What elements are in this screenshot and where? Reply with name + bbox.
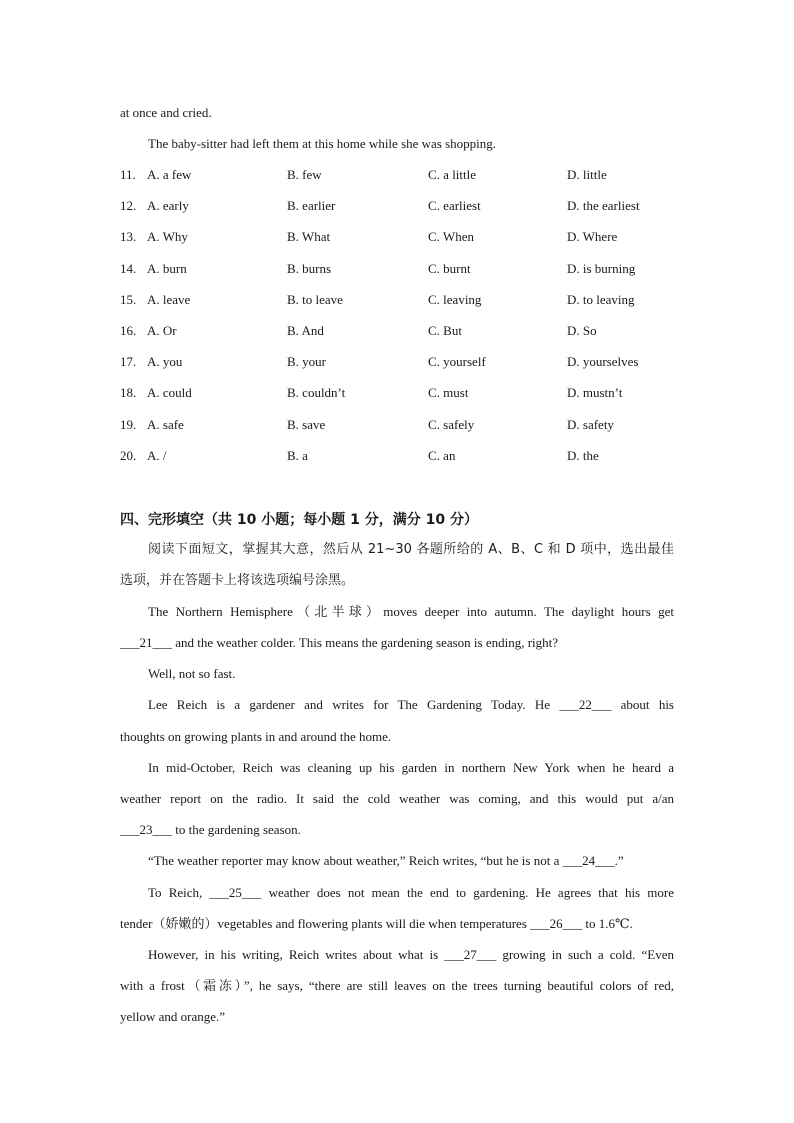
option-d: D. the earliest bbox=[567, 198, 640, 213]
question-number: 18. bbox=[120, 385, 137, 400]
option-a: A. could bbox=[147, 385, 192, 400]
option-row bbox=[120, 417, 680, 433]
option-c: C. burnt bbox=[428, 261, 471, 276]
question-number: 15. bbox=[120, 292, 137, 307]
passage-line: thoughts on growing plants in and around the home. bbox=[120, 729, 392, 744]
option-b: B. burns bbox=[287, 261, 332, 276]
option-d: D. little bbox=[567, 167, 607, 182]
option-a: A. you bbox=[147, 354, 183, 369]
question-number: 11. bbox=[120, 167, 136, 182]
passage-line: ___23___ to the gardening season. bbox=[120, 822, 301, 837]
instruction-line: 阅读下面短文，掌握其大意，然后从 21~30 各题所给的 A、B、C 和 D 项中，选出最佳 bbox=[148, 542, 674, 557]
option-c: C. an bbox=[428, 448, 456, 463]
passage-line: “The weather reporter may know about weather,” Reich writes, “but he is not a ___24___.” bbox=[148, 853, 624, 868]
passage-line: The Northern Hemisphere（北半球）moves deeper into autumn. The daylight hours get bbox=[148, 604, 674, 619]
question-number: 16. bbox=[120, 323, 137, 338]
option-row bbox=[120, 198, 680, 214]
option-row bbox=[120, 385, 680, 401]
option-a: A. early bbox=[147, 198, 189, 213]
question-number: 20. bbox=[120, 448, 137, 463]
option-d: D. yourselves bbox=[567, 354, 639, 369]
passage-line: with a frost（霜冻）”, he says, “there are still leaves on the trees turning beautiful colors of red, bbox=[120, 978, 674, 993]
option-a: A. / bbox=[147, 448, 167, 463]
instruction-line: 选项，并在答题卡上将该选项编号涂黑。 bbox=[120, 573, 355, 588]
option-a: A. safe bbox=[147, 417, 184, 432]
option-b: B. save bbox=[287, 417, 326, 432]
option-b: B. to leave bbox=[287, 292, 343, 307]
option-c: C. leaving bbox=[428, 292, 482, 307]
option-a: A. Why bbox=[147, 229, 188, 244]
option-d: D. safety bbox=[567, 417, 614, 432]
option-a: A. leave bbox=[147, 292, 191, 307]
option-a: A. a few bbox=[147, 167, 192, 182]
section-heading: 四、完形填空（共 10 小题；每小题 1 分，满分 10 分） bbox=[120, 512, 478, 528]
option-d: D. to leaving bbox=[567, 292, 635, 307]
option-c: C. earliest bbox=[428, 198, 481, 213]
option-row bbox=[120, 354, 680, 370]
question-number: 17. bbox=[120, 354, 137, 369]
text-line: The baby-sitter had left them at this home while she was shopping. bbox=[148, 136, 497, 151]
question-number: 12. bbox=[120, 198, 137, 213]
option-b: B. few bbox=[287, 167, 322, 182]
text-line: at once and cried. bbox=[120, 105, 212, 120]
option-c: C. When bbox=[428, 229, 474, 244]
option-c: C. safely bbox=[428, 417, 475, 432]
passage-line: ___21___ and the weather colder. This means the gardening season is ending, right? bbox=[120, 635, 559, 650]
question-number: 14. bbox=[120, 261, 137, 276]
option-row bbox=[120, 261, 680, 277]
passage-line: Lee Reich is a gardener and writes for The Gardening Today. He ___22___ about his bbox=[148, 697, 674, 712]
option-c: C. a little bbox=[428, 167, 477, 182]
option-c: C. yourself bbox=[428, 354, 486, 369]
option-d: D. the bbox=[567, 448, 599, 463]
option-row bbox=[120, 448, 680, 464]
question-number: 19. bbox=[120, 417, 137, 432]
option-a: A. burn bbox=[147, 261, 187, 276]
option-d: D. is burning bbox=[567, 261, 636, 276]
option-c: C. But bbox=[428, 323, 462, 338]
passage-line: In mid-October, Reich was cleaning up his garden in northern New York when he heard a bbox=[148, 760, 674, 775]
option-b: B. And bbox=[287, 323, 324, 338]
passage-line: Well, not so fast. bbox=[148, 666, 236, 681]
option-d: D. So bbox=[567, 323, 597, 338]
option-row bbox=[120, 167, 680, 183]
option-d: D. mustn’t bbox=[567, 385, 623, 400]
option-row bbox=[120, 292, 680, 308]
passage-line: To Reich, ___25___ weather does not mean the end to gardening. He agrees that his more bbox=[148, 885, 674, 900]
passage-line: tender（娇嫩的）vegetables and flowering plants will die when temperatures ___26___ to 1.6℃. bbox=[120, 916, 633, 931]
option-d: D. Where bbox=[567, 229, 618, 244]
option-row bbox=[120, 229, 680, 245]
option-row bbox=[120, 323, 680, 339]
option-b: B. your bbox=[287, 354, 326, 369]
option-b: B. a bbox=[287, 448, 308, 463]
option-a: A. Or bbox=[147, 323, 177, 338]
passage-line: weather report on the radio. It said the cold weather was coming, and this would put a/an bbox=[120, 791, 674, 806]
passage-line: yellow and orange.” bbox=[120, 1009, 226, 1024]
passage-line: However, in his writing, Reich writes about what is ___27___ growing in such a cold. “Even bbox=[148, 947, 674, 962]
question-number: 13. bbox=[120, 229, 137, 244]
option-c: C. must bbox=[428, 385, 469, 400]
option-b: B. earlier bbox=[287, 198, 336, 213]
option-b: B. couldn’t bbox=[287, 385, 346, 400]
option-b: B. What bbox=[287, 229, 331, 244]
